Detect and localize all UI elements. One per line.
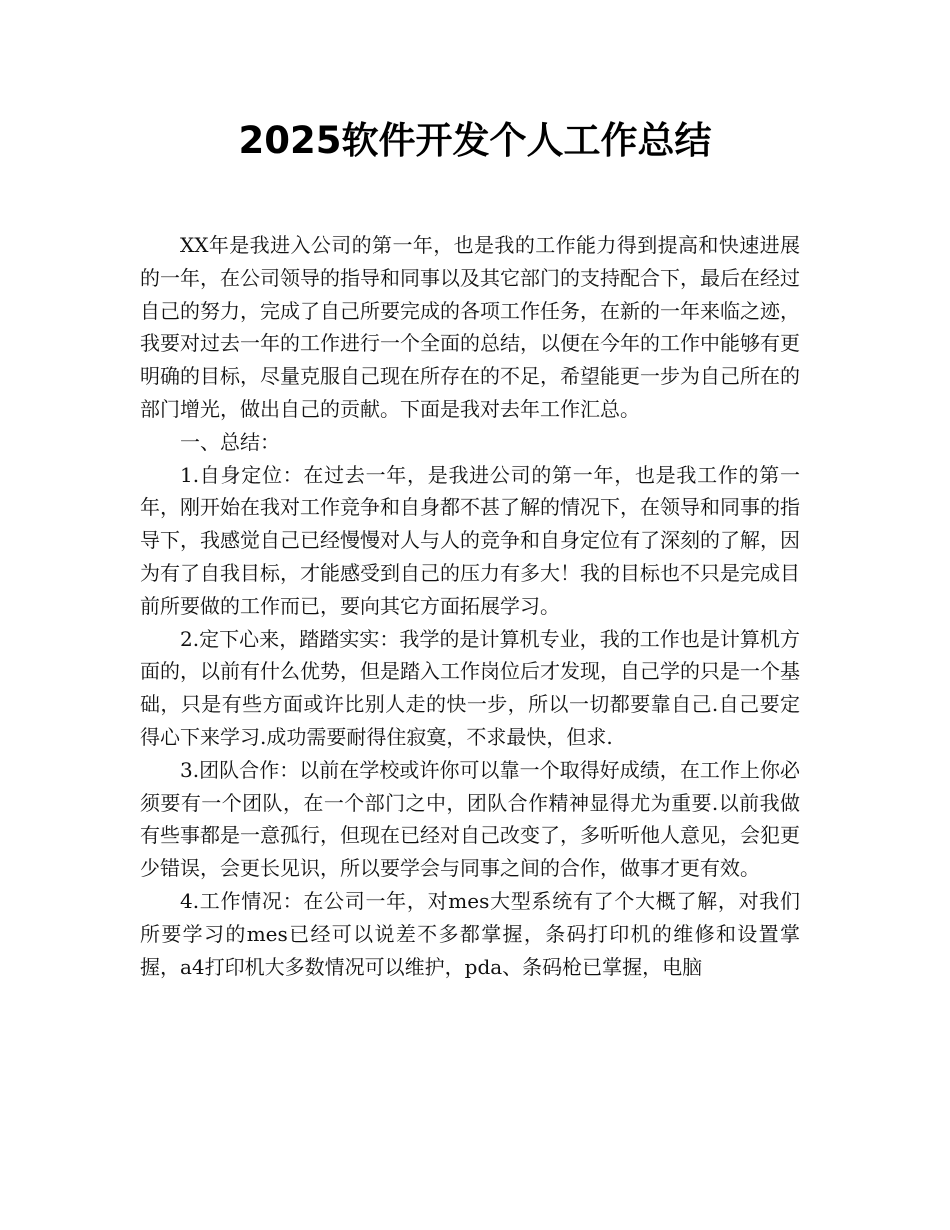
paragraph-settle-down: 2.定下心来，踏踏实实：我学的是计算机专业，我的工作也是计算机方面的，以前有什么优势，但是踏入工作岗位后才发现，自己学的只是一个基础，只是有些方面或许比别人走的快一步，所以一切都要靠自己.自己要定得心下来学习.成功需要耐得住寂寞，不求最快，但求. bbox=[140, 626, 800, 749]
document-body bbox=[140, 229, 800, 983]
paragraph-intro: XX年是我进入公司的第一年，也是我的工作能力得到提高和快速进展的一年，在公司领导的指导和同事以及其它部门的支持配合下，最后在经过自己的努力，完成了自己所要完成的各项工作任务，在新的一年来临之迹，我要对过去一年的工作进行一个全面的总结，以便在今年的工作中能够有更明确的目标，尽量克服自己现在所存在的不足，希望能更一步为自己所在的部门增光，做出自己的贡献。下面是我对去年工作汇总。 bbox=[140, 233, 800, 421]
paragraph-teamwork: 3.团队合作：以前在学校或许你可以靠一个取得好成绩，在工作上你必须要有一个团队，在一个部门之中，团队合作精神显得尤为重要.以前我做有些事都是一意孤行，但现在已经对自己改变了，多听听他人意见，会犯更少错误，会更长见识，所以要学会与同事之间的合作，做事才更有效。 bbox=[140, 757, 800, 881]
paragraph-self-positioning: 1.自身定位：在过去一年，是我进公司的第一年，也是我工作的第一年，刚开始在我对工作竞争和自身都不甚了解的情况下，在领导和同事的指导下，我感觉自己已经慢慢对人与人的竞争和自身定位有了深刻的了解，因为有了自我目标，才能感受到自己的压力有多大！我的目标也不只是完成目前所要做的工作而已，要向其它方面拓展学习。 bbox=[140, 462, 800, 618]
section-heading-summary: 一、总结： bbox=[180, 429, 280, 454]
paragraph-work-status: 4.工作情况：在公司一年，对mes大型系统有了个大概了解，对我们所要学习的mes已经可以说差不多都掌握，条码打印机的维修和设置掌握，a4打印机大多数情况可以维护，pda、条码枪已掌握，电脑 bbox=[140, 888, 800, 979]
document-title: 2025软件开发个人工作总结 bbox=[238, 119, 712, 162]
